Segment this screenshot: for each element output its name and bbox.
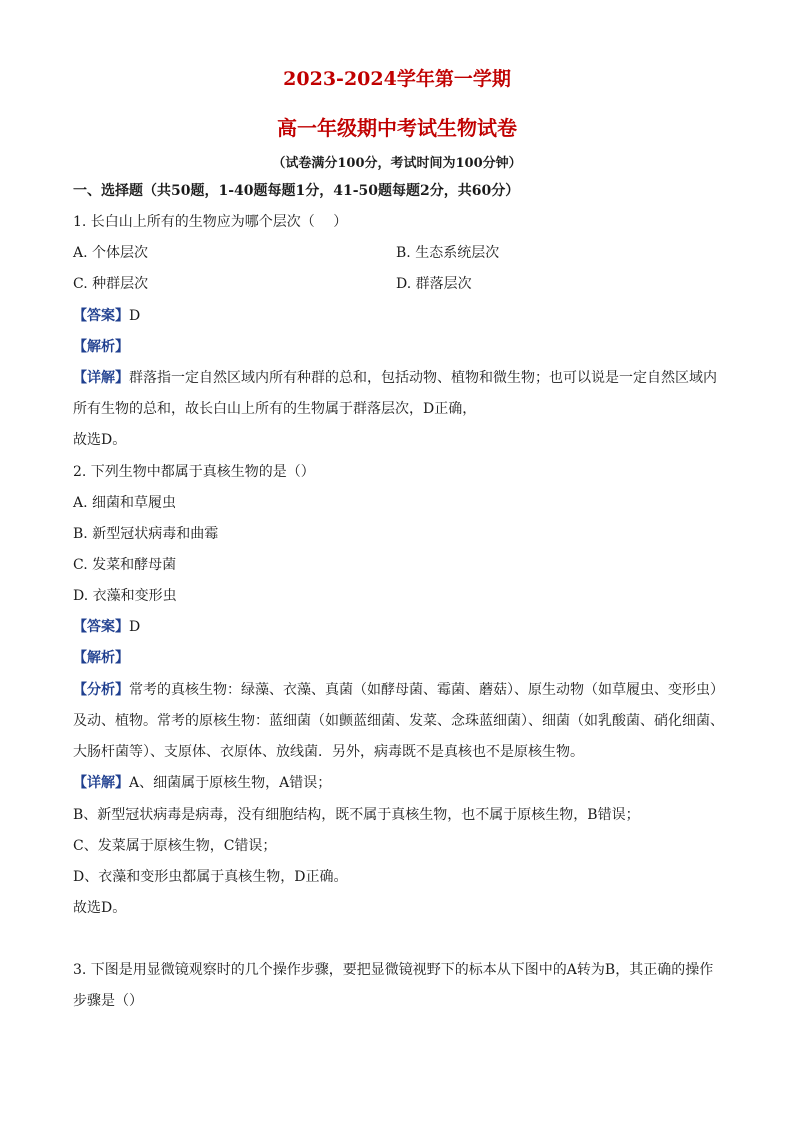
answer-value: D — [129, 619, 141, 635]
q1-analysis-tag: 【解析】 — [73, 339, 129, 355]
q2-detail-b: B、新型冠状病毒是病毒，没有细胞结构，既不属于真核生物，也不属于原核生物，B错误； — [73, 807, 640, 823]
detail-tag: 【详解】 — [73, 370, 129, 386]
detail-text: A、细菌属于原核生物，A错误； — [129, 775, 332, 791]
q2-detail-d: D、衣藻和变形虫都属于真核生物，D正确。 — [73, 869, 348, 885]
exam-subtitle: （试卷满分100分，考试时间为100分钟） — [272, 156, 522, 171]
detail-tag: 【详解】 — [73, 775, 129, 791]
page-title-year: 2023-2024学年第一学期 — [283, 68, 511, 90]
q2-option-c: C. 发菜和酵母菌 — [73, 557, 177, 573]
q1-option-b: B. 生态系统层次 — [396, 245, 500, 261]
answer-tag: 【答案】 — [73, 308, 129, 324]
q2-answer — [73, 617, 140, 637]
section-heading: 一、选择题（共50题，1-40题每题1分，41-50题每题2分，共60分） — [73, 183, 520, 199]
q2-fenxi-line2: 及动、植物。常考的原核生物：蓝细菌（如颤蓝细菌、发菜、念珠蓝细菌）、细菌（如乳酸菌、硝化细菌、 — [73, 713, 724, 729]
answer-tag: 【答案】 — [73, 619, 129, 635]
q2-fenxi-line1 — [73, 680, 724, 700]
q1-option-d: D. 群落层次 — [396, 276, 472, 292]
q1-detail-line1 — [73, 368, 717, 388]
q2-option-a: A. 细菌和草履虫 — [73, 495, 177, 511]
q1-conclusion: 故选D。 — [73, 432, 127, 448]
q2-detail-a — [73, 773, 331, 793]
q1-option-a: A. 个体层次 — [73, 245, 149, 261]
fenxi-tag: 【分析】 — [73, 682, 129, 698]
fenxi-text: 常考的真核生物：绿藻、衣藻、真菌（如酵母菌、霉菌、蘑菇）、原生动物（如草履虫、变形虫） — [129, 682, 724, 698]
page-title-exam: 高一年级期中考试生物试卷 — [277, 116, 517, 140]
answer-value: D — [129, 308, 141, 324]
q2-option-b: B. 新型冠状病毒和曲霉 — [73, 526, 219, 542]
q2-detail-c: C、发菜属于原核生物，C错误； — [73, 838, 277, 854]
q2-fenxi-line3: 大肠杆菌等）、支原体、衣原体、放线菌．另外，病毒既不是真核也不是原核生物。 — [73, 744, 584, 760]
q2-option-d: D. 衣藻和变形虫 — [73, 588, 177, 604]
q2-stem: 2. 下列生物中都属于真核生物的是（） — [73, 464, 315, 480]
q3-stem-line2: 步骤是（） — [73, 993, 143, 1009]
q2-conclusion: 故选D。 — [73, 900, 127, 916]
q2-analysis-tag: 【解析】 — [73, 650, 129, 666]
q1-option-c: C. 种群层次 — [73, 276, 149, 292]
q1-detail-line2: 所有生物的总和，故长白山上所有的生物属于群落层次，D正确， — [73, 401, 477, 417]
q1-stem: 1. 长白山上所有的生物应为哪个层次（ ） — [73, 214, 348, 230]
detail-text: 群落指一定自然区域内所有种群的总和，包括动物、植物和微生物；也可以说是一定自然区域内 — [129, 370, 717, 386]
q3-stem-line1: 3. 下图是用显微镜观察时的几个操作步骤，要把显微镜视野下的标本从下图中的A转为B，其正确的操作 — [73, 962, 714, 978]
q1-answer — [73, 306, 140, 326]
